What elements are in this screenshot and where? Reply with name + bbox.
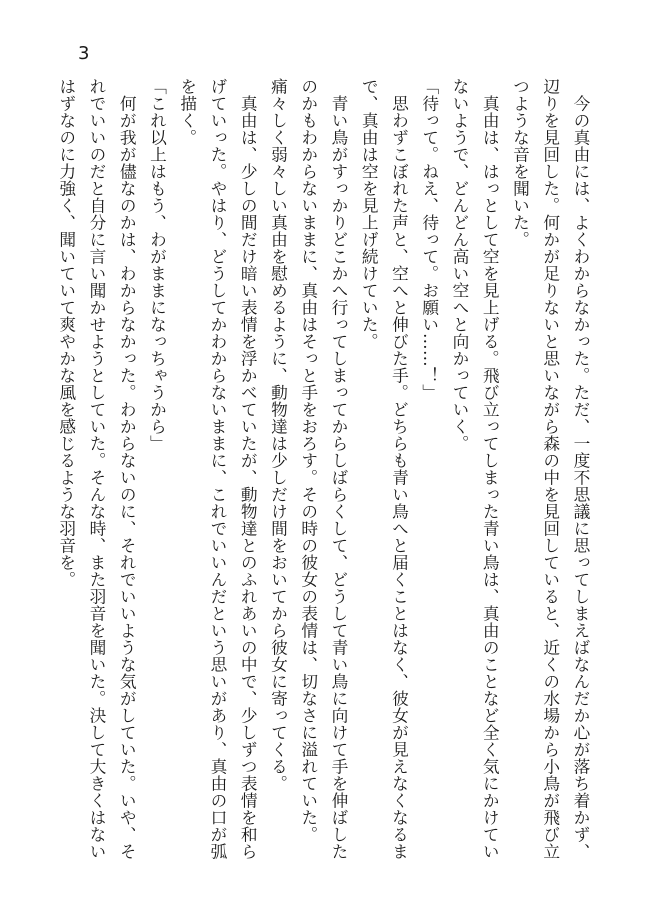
paragraph: 思わずこぼれた声と、空へと伸びた手。どちらも青い鳥へと届くことはなく、彼女が見えなくなるまで、真由は空を見上げ続けていた。 <box>359 78 410 860</box>
vertical-text-body <box>56 78 596 868</box>
paragraph: 真由は、はっとして空を見上げる。飛び立ってしまった青い鳥は、真由のことなど全く気にかけていないようで、どんどん高い空へと向かっていく。 <box>450 78 501 860</box>
dialogue-line: 「これ以上はもう、わがままになっちゃうから」 <box>147 78 168 452</box>
paragraph: 真由は、少しの間だけ暗い表情を浮かべていたが、動物達とのふれあいの中で、少しずつ表情を和らげていった。やはり、どうしてかわからないままに、これでいいんだという思いがあり、真由の口が弧を描く。 <box>177 78 259 860</box>
paragraph: 青い鳥がすっかりどこかへ行ってしまってからしばらくして、どうして青い鳥に向けて手を伸ばしたのかもわからないままに、真由はそっと手をおろす。その時の彼女の表情は、切なさに溢れていた。痛々しく弱々しい真由を慰めるように、動物達は少しだけ間をおいてから彼女に寄ってくる。 <box>268 78 349 860</box>
paragraph: 何が我が儘なのかは、わからなかった。わからないのに、それでいいような気がしていた。いや、それでいいのだと自分に言い聞かせようとしていた。そんな時、また羽音を聞いた。決して大きくはないはずなのに力強く、聞いていて爽やかな風を感じるような羽音を。 <box>56 78 138 860</box>
dialogue-line: 「待って。ねえ、待って。お願い……！」 <box>419 78 440 401</box>
page-number: 3 <box>78 43 90 64</box>
paragraph: 今の真由には、よくわからなかった。ただ、一度不思議に思ってしまえばなんだか心が落ち着かず、辺りを見回した。何かが足りないと思いながら森の中を見回していると、近くの水場から小鳥が飛び立つような音を聞いた。 <box>510 78 591 860</box>
